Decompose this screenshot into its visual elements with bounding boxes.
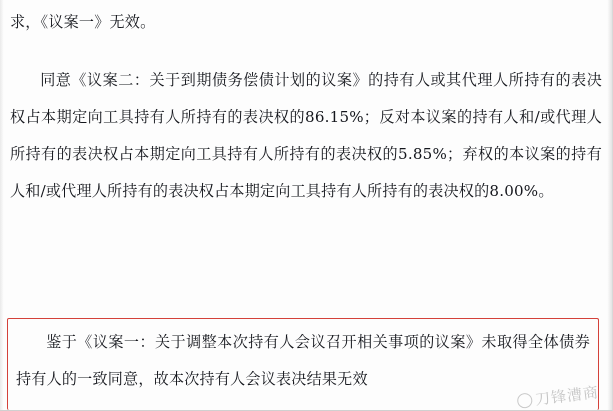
highlight-box-content — [8, 319, 598, 398]
highlight-box — [7, 318, 599, 410]
document-body — [10, 0, 602, 210]
watermark-text: 刀锋漕商 — [534, 383, 600, 409]
watermark-badge-icon — [516, 392, 533, 409]
paragraph-invalid-resolution-notice: 鉴于《议案一：关于调整本次持有人会议召开相关事项的议案》未取得全体债券持有人的一致同意，故本次持有人会议表决结果无效 — [16, 333, 590, 388]
paragraph-line-continuation: 求，《议案一》无效。 — [10, 13, 156, 31]
paragraph-resolution-two-votes: 同意《议案二：关于到期债务偿债计划的议案》的持有人或其代理人所持有的表决权占本期定向工具持有人所持有的表决权的86.15%；反对本议案的持有人和/或代理人所持有的表决权占本期定向工具持有人所持有的表决权的5.85%；弃权的本议案的持有人和/或代理人所持有的表决权占本期定向工具持有人所持有的表决权的8.00%。 — [10, 71, 602, 200]
page-right-shadow — [607, 0, 612, 411]
page-left-shadow — [0, 0, 4, 411]
